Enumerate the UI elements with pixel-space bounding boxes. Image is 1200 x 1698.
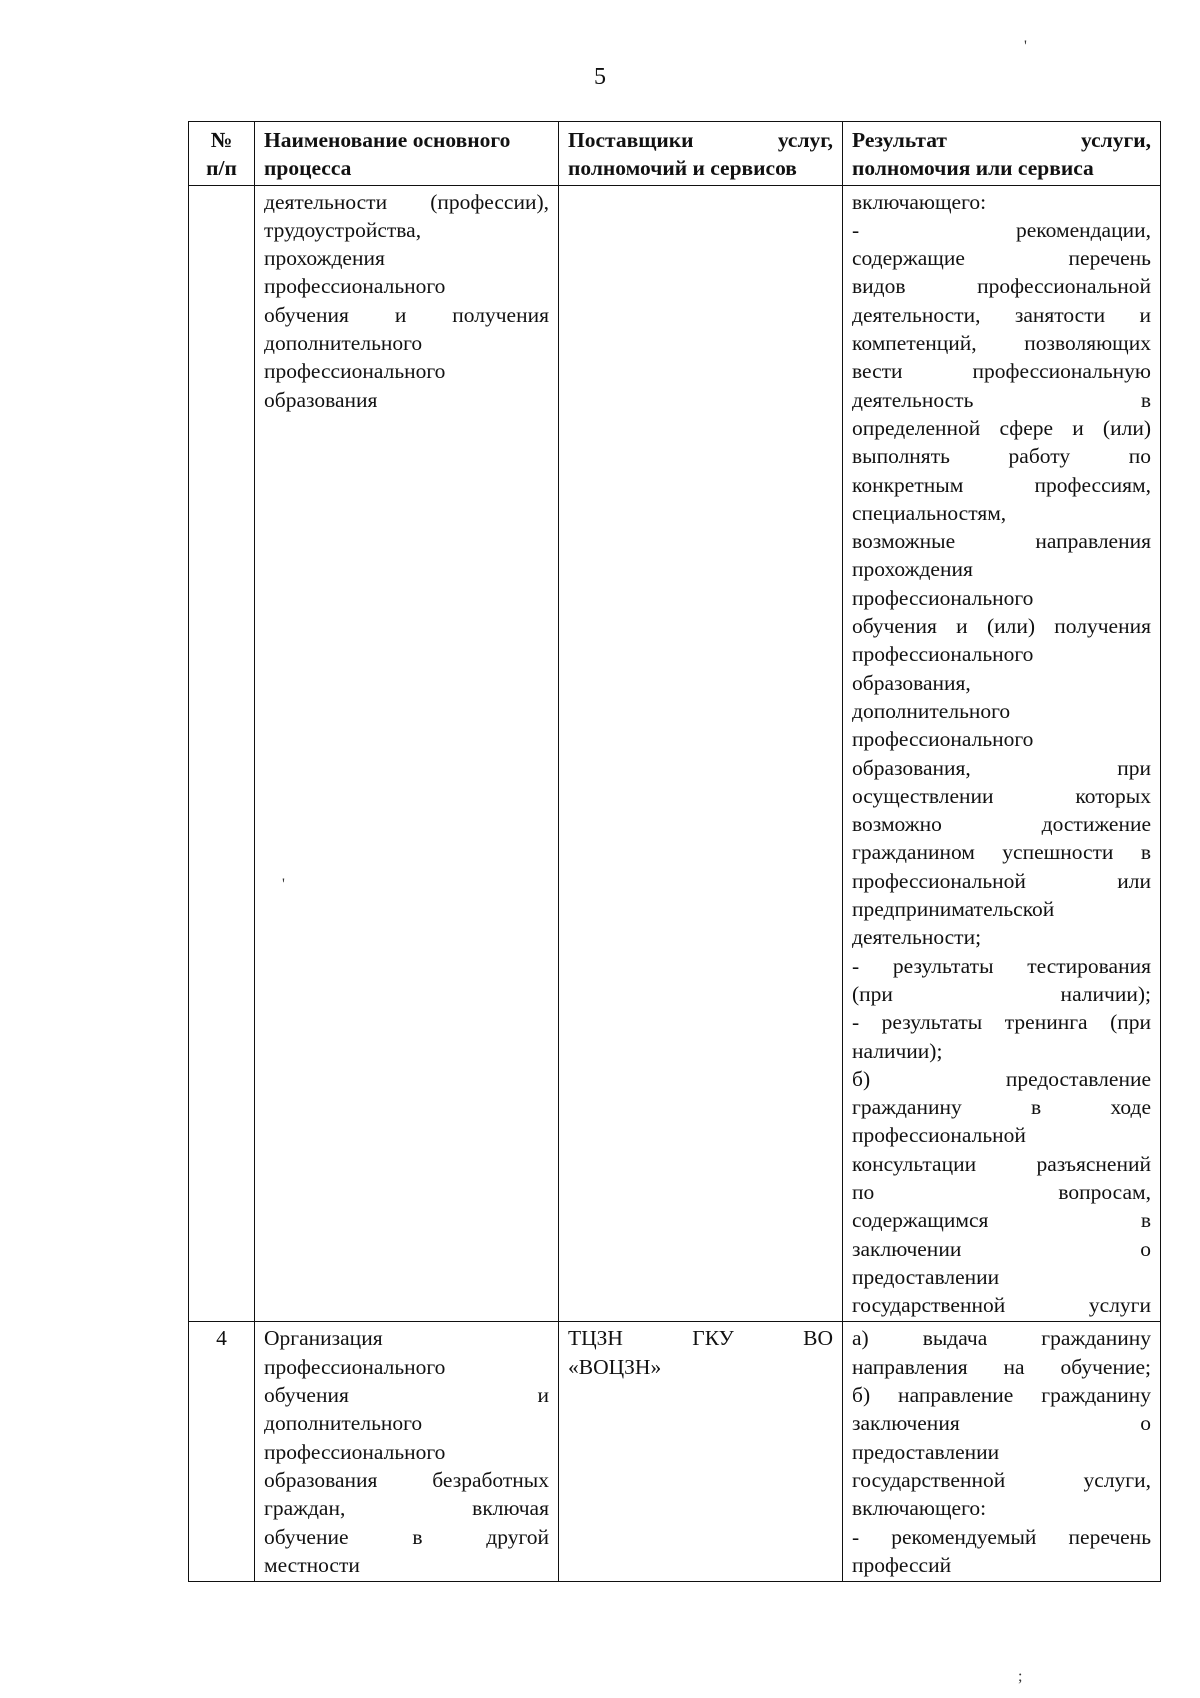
text-line: а) выдача гражданину	[852, 1326, 1151, 1351]
text-line: деятельности (профессии),	[264, 189, 549, 214]
text-line: заключении о	[852, 1236, 1151, 1261]
text-line: специальностям,	[852, 500, 1007, 525]
text-line: - рекомендуемый перечень	[852, 1524, 1151, 1549]
text-line: осуществлении которых	[852, 783, 1151, 808]
text-line: возможно достижение	[852, 812, 1151, 837]
text-line: образования безработных	[264, 1467, 549, 1492]
row-number-cell: 4	[189, 1322, 255, 1582]
text-line: обучения и получения	[264, 302, 549, 327]
text-line: гражданину в ходе	[852, 1095, 1151, 1120]
result-text	[852, 188, 1151, 1320]
header-result-line-2: полномочия или сервиса	[852, 156, 1094, 181]
header-providers-line-1: Поставщики услуг,	[568, 128, 833, 152]
services-table	[188, 121, 1161, 1582]
header-result	[843, 122, 1161, 186]
header-number-line-2: п/п	[206, 156, 237, 181]
process-name-text	[264, 1324, 549, 1579]
text-line: профессионального	[852, 727, 1034, 752]
header-process-name-line-2: процесса	[264, 156, 352, 181]
header-providers-line-2: полномочий и сервисов	[568, 156, 797, 181]
text-line: наличии);	[852, 1038, 943, 1063]
table-header-row	[189, 122, 1161, 186]
row-number-cell	[189, 185, 255, 1322]
text-line: б) предоставление	[852, 1066, 1151, 1091]
table-row	[189, 185, 1161, 1322]
text-line: видов профессиональной	[852, 274, 1151, 299]
text-line: обучения и	[264, 1383, 549, 1408]
scan-speck-mark: '	[1024, 38, 1027, 55]
text-line: - результаты тестирования	[852, 953, 1151, 978]
text-line: конкретным профессиям,	[852, 472, 1151, 497]
text-line: дополнительного	[264, 1411, 423, 1436]
text-line: деятельности, занятости и	[852, 302, 1151, 327]
text-line: предоставлении	[852, 1264, 1000, 1289]
text-line: профессий	[852, 1552, 952, 1577]
text-line: б) направление гражданину	[852, 1383, 1151, 1408]
text-line: профессионального	[264, 1354, 446, 1379]
text-line: обучение в другой	[264, 1524, 549, 1549]
header-number-line-1: №	[210, 128, 233, 152]
text-line: государственной услуги	[852, 1293, 1151, 1318]
text-line: по вопросам,	[852, 1179, 1151, 1204]
text-line: консультации разъяснений	[852, 1151, 1151, 1176]
text-line: государственной услуги,	[852, 1467, 1151, 1492]
providers-text	[568, 1324, 833, 1381]
text-line: прохождения	[264, 246, 385, 271]
text-line: содержащие перечень	[852, 246, 1151, 271]
text-line: содержащимся в	[852, 1208, 1151, 1233]
text-line: профессионального	[852, 642, 1034, 667]
text-line: ТЦЗН ГКУ ВО	[568, 1326, 833, 1351]
table-row	[189, 1322, 1161, 1582]
text-line: «ВОЦЗН»	[568, 1354, 662, 1379]
text-line: образования, при	[852, 755, 1151, 780]
text-line: граждан, включая	[264, 1496, 549, 1521]
text-line: включающего:	[852, 189, 987, 214]
scan-speck-mark: '	[282, 876, 285, 893]
text-line: трудоустройства,	[264, 217, 422, 242]
page-number: 5	[594, 64, 606, 90]
text-line: дополнительного	[264, 331, 423, 356]
text-line: выполнять работу по	[852, 444, 1151, 469]
text-line: профессиональной	[852, 1123, 1026, 1148]
text-line: дополнительного	[852, 698, 1011, 723]
text-line: предпринимательской	[852, 897, 1055, 922]
text-line: образования,	[852, 670, 971, 695]
text-line: - результаты тренинга (при	[852, 1010, 1151, 1035]
result-cell	[843, 1322, 1161, 1582]
text-line: направления на обучение;	[852, 1354, 1151, 1379]
text-line: профессионального	[264, 274, 446, 299]
process-name-cell	[255, 1322, 559, 1582]
header-process-name-line-1: Наименование основного	[264, 128, 511, 152]
text-line: определенной сфере и (или)	[852, 415, 1151, 440]
header-number	[189, 122, 255, 186]
text-line: компетенций, позволяющих	[852, 331, 1151, 356]
result-text	[852, 1324, 1151, 1579]
result-cell	[843, 185, 1161, 1322]
text-line: местности	[264, 1552, 360, 1577]
text-line: вести профессиональную	[852, 359, 1151, 384]
process-name-cell	[255, 185, 559, 1322]
text-line: включающего:	[852, 1496, 987, 1521]
text-line: профессионального	[264, 359, 446, 384]
text-line: профессионального	[852, 585, 1034, 610]
text-line: предоставлении	[852, 1439, 1000, 1464]
text-line: обучения и (или) получения	[852, 614, 1151, 639]
text-line: профессиональной или	[852, 868, 1151, 893]
text-line: профессионального	[264, 1439, 446, 1464]
providers-cell	[559, 185, 843, 1322]
text-line: Организация	[264, 1326, 383, 1351]
header-result-line-1: Результат услуги,	[852, 128, 1151, 152]
text-line: - рекомендации,	[852, 217, 1151, 242]
text-line: заключения о	[852, 1411, 1151, 1436]
text-line: возможные направления	[852, 529, 1151, 554]
header-providers	[559, 122, 843, 186]
text-line: образования	[264, 387, 378, 412]
process-name-text	[264, 188, 549, 414]
scan-speck-mark: ;	[1018, 1668, 1023, 1685]
text-line: (при наличии);	[852, 981, 1151, 1006]
text-line: деятельность в	[852, 387, 1151, 412]
text-line: прохождения	[852, 557, 973, 582]
text-line: гражданином успешности в	[852, 840, 1151, 865]
providers-cell	[559, 1322, 843, 1582]
text-line: деятельности;	[852, 925, 982, 950]
header-process-name	[255, 122, 559, 186]
